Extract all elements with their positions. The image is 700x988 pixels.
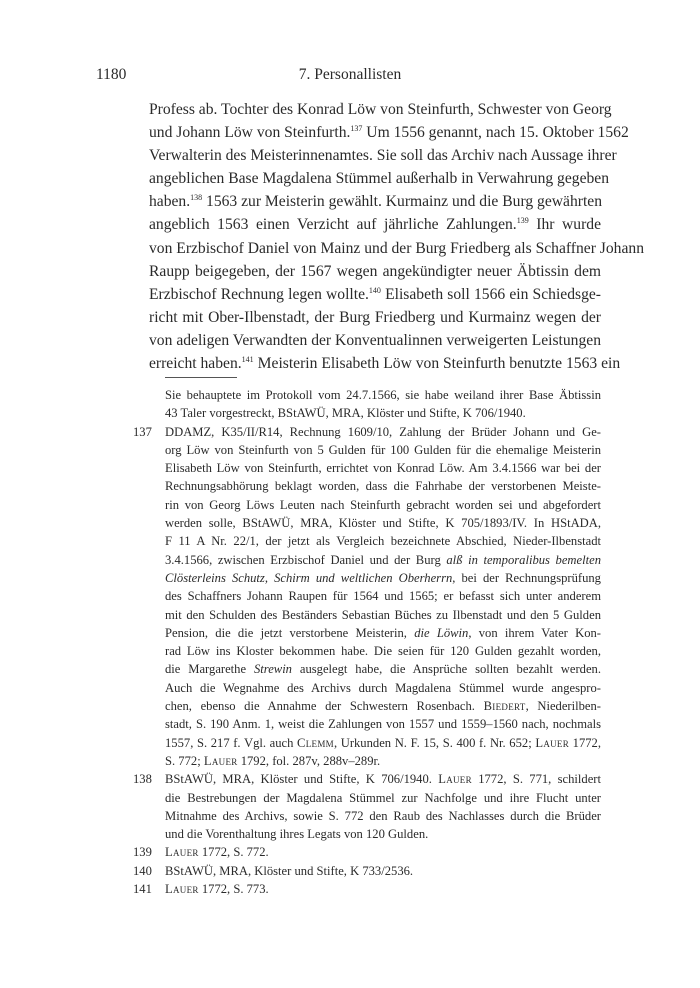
- footnote-number: 138: [133, 772, 152, 787]
- text-line: Verwalterin des Meisterinnenamtes. Sie soll das Archiv nach Aussage ihrer: [149, 147, 617, 165]
- footnote-140: 140 BStAWÜ, MRA, Klöster und Stifte, K 733/2536.: [133, 862, 601, 880]
- footnotes: [133, 386, 601, 898]
- footnote-continuation: Sie behauptete im Protokoll vom 24.7.1566, sie habe weiland ihrer Base Äbtissin 43 Taler vorgestreckt, BStAWÜ, MRA, Klöster und Stifte, K 706/1940.: [165, 388, 601, 421]
- text-line: Erzbischof Rechnung legen wollte.$^{140}$ Elisabeth soll 1566 ein Schiedsge-: [149, 285, 601, 303]
- text-line: richt mit Ober-Ilbenstadt, der Burg Friedberg und Kurmainz wegen der: [149, 308, 601, 326]
- text-line: von Erzbischof Daniel von Mainz und der Burg Friedberg als Schaffner Johann: [149, 239, 644, 257]
- footnote-number: 141: [133, 882, 152, 897]
- footnote-number: 137: [133, 424, 152, 439]
- text-line: Profess ab. Tochter des Konrad Löw von Steinfurth, Schwester von Georg: [149, 101, 612, 118]
- text-line: haben.$^{138}$ 1563 zur Meisterin gewählt. Kurmainz und die Burg gewährten: [149, 193, 602, 211]
- text-line: angeblichen Base Magdalena Stümmel außerhalb in Verwahrung gegeben: [149, 170, 610, 188]
- footnote-139: 139 Lauer 1772, S. 772.: [133, 843, 601, 861]
- page-number: 1180: [96, 66, 127, 83]
- footnote-ref[interactable]: 138: [190, 193, 203, 203]
- page-header: [96, 66, 604, 86]
- footnote-ref[interactable]: 137: [350, 124, 363, 134]
- footnote-ref[interactable]: 141: [241, 355, 254, 365]
- footnote-137: 137 DDAMZ, K35/II/R14, Rechnung 1609/10, Zahlung der Brüder Johann und Ge- org Löw von Steinfurth von 5 Gulden für 100 Gulden für die ehemalige Meisterin Elisabeth Löw von Steinfurth, errichtet von Konrad Löw. Am 3.4.1566 war bei der Rechnungsabhörung beklagt worden, dass die Fahrhabe der verstorbenen Meiste- rin von Georg Löws Leuten nach Steinfurth gebracht worden sei und abgefordert werden solle, BStAWÜ, MRA, Klöster und Stifte, K 705/1893/IV. In HStADA, F 11 A Nr. 22/1, der jetzt als Vergleich bezeichnete Abschied, Nieder-Ilbenstadt 3.4.1566, zwischen Erzbischof Daniel und der Burg alß in temporalibus bemelten Clösterleins Schutz, Schirm und weltlichen Oberherrn, bei der Rechnungsprüfung des Schaffners Johann Raupen für 1564 und 1565; er befasst sich unter anderem mit den Schulden des Beständers Sebastian Büches zu Ilbenstadt und den 5 Gulden Pension, die die jetzt verstorbene Meisterin, die Löwin, von ihrem Vater Kon- rad Löw ins Kloster bekommen habe. Die seien für 120 Gulden gezahlt worden, die Margarethe Strewin ausgelegt habe, die Ansprüche sollten bezahlt werden. Auch die Wegnahme des Archivs durch Magdalena Stümmel wurde angespro- chen, ebenso die Annahme der Schwestern Rosenbach. Biedert, Niederilben- stadt, S. 190 Anm. 1, weist die Zahlungen von 1557 und 1559–1560 nach, nochmals 1557, S. 217 f. Vgl. auch Clemm, Urkunden N. F. 15, S. 400 f. Nr. 652; Lauer 1772, S. 772; Lauer 1792, fol. 287v, 288v–289r.: [133, 424, 602, 768]
- footnote-number: 140: [133, 863, 152, 878]
- footnote-138: 138 BStAWÜ, MRA, Klöster und Stifte, K 706/1940. Lauer 1772, S. 771, schildert die Bestrebungen der Magdalena Stümmel zur Nachfolge und ihre Flucht unter Mitnahme des Archivs, sowie S. 772 den Raub des Nachlasses durch die Brüder und die Vorenthaltung ihres Legats von 120 Gulden.: [133, 772, 601, 842]
- text-line: erreicht haben.$^{141}$ Meisterin Elisabeth Löw von Steinfurth benutzte 1563 ein: [149, 355, 621, 373]
- footnote-separator: [165, 377, 237, 378]
- footnote-ref[interactable]: 140: [368, 285, 381, 295]
- footnote-ref[interactable]: 139: [516, 216, 529, 226]
- text-line: Raupp beigegeben, der 1567 wegen angekündigter neuer Äbtissin dem: [149, 262, 601, 280]
- text-line: und Johann Löw von Steinfurth.$^{137}$ Um 1556 genannt, nach 15. Oktober 1562: [149, 124, 629, 142]
- main-text: [149, 98, 644, 375]
- running-head: 7. Personallisten: [298, 66, 402, 83]
- footnote-number: 139: [133, 845, 152, 860]
- text-line: angeblich 1563 einen Verzicht auf jährliche Zahlungen.$^{139}$ Ihr wurde: [149, 216, 601, 234]
- footnote-141: 141 Lauer 1772, S. 773.: [133, 880, 601, 898]
- text-line: von adeligen Verwandten der Konventualinnen verweigerten Leistungen: [149, 331, 601, 349]
